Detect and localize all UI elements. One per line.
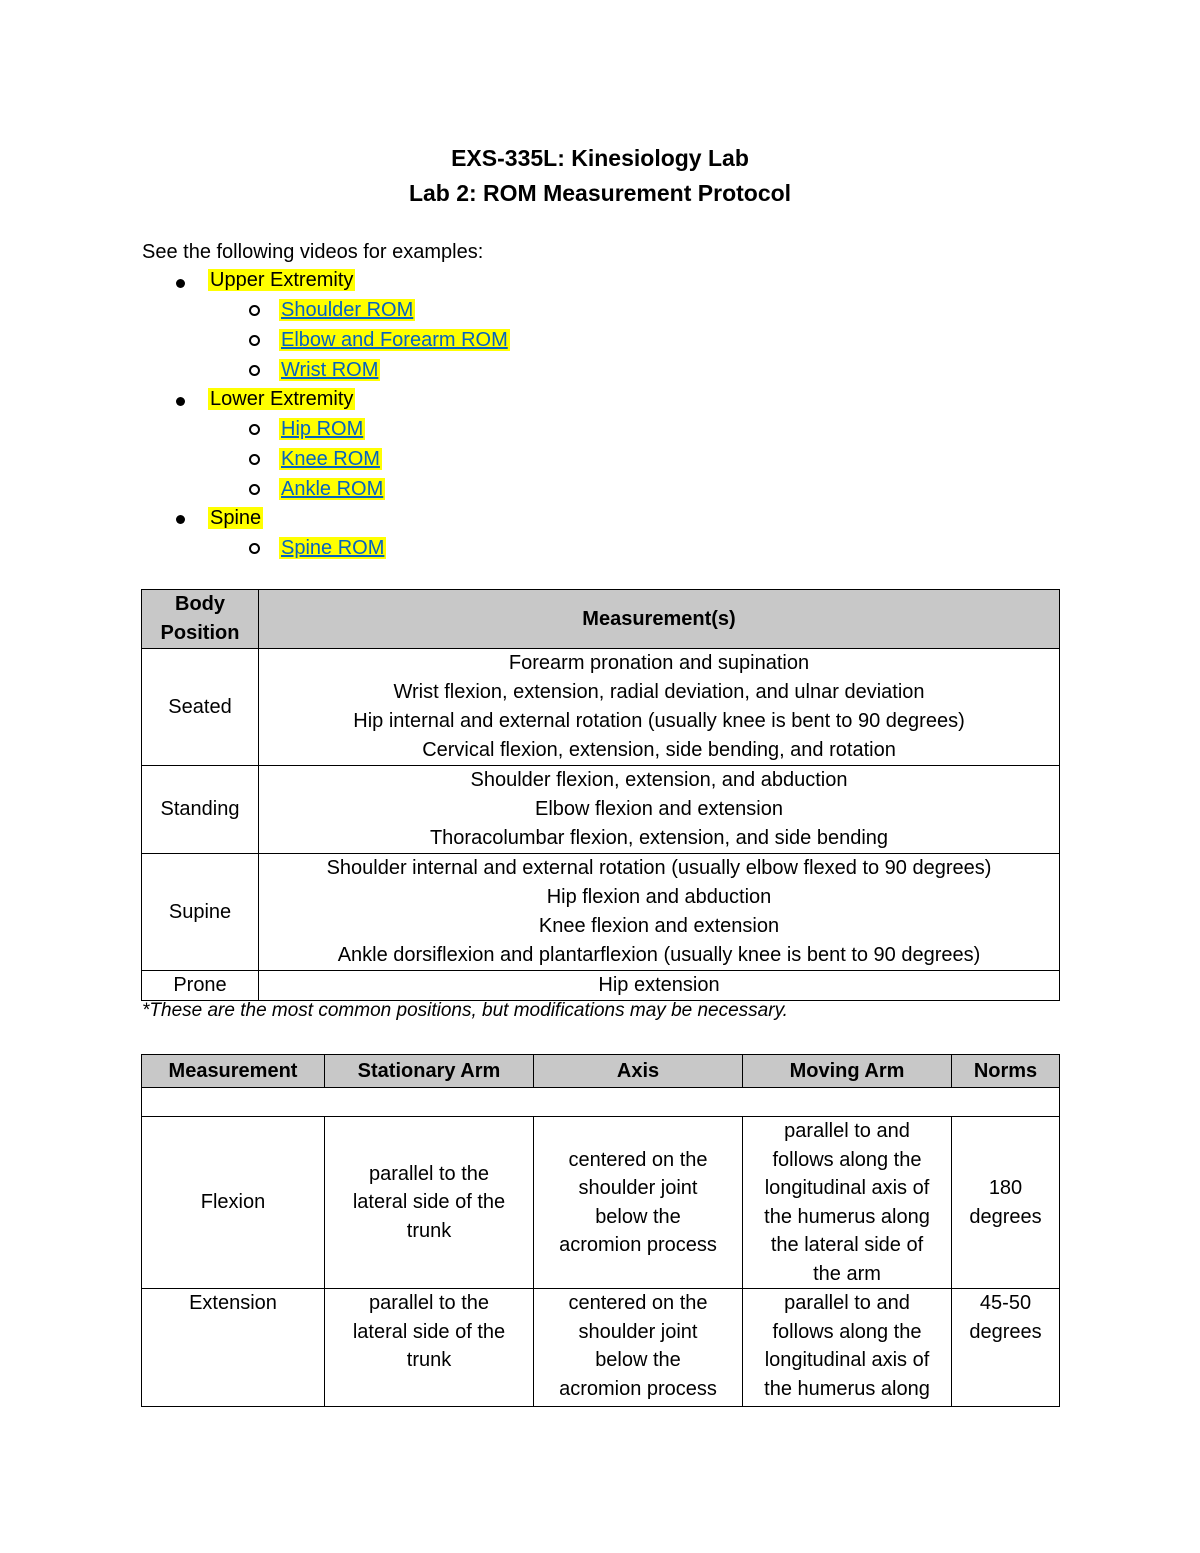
cell-line: parallel to and (784, 1120, 910, 1142)
cell-line: the lateral side of (770, 1234, 924, 1256)
measurement-line: Knee flexion and extension (538, 915, 780, 937)
position-cell: Seated (142, 649, 259, 766)
measurement-line: Wrist flexion, extension, radial deviation, and ulnar deviation (393, 681, 925, 703)
measurement-line: Ankle dorsiflexion and plantarflexion (usually knee is bent to 90 degrees) (337, 944, 981, 966)
cell-line: lateral side of the (352, 1320, 506, 1343)
category-upper: Upper Extremity (210, 269, 354, 291)
spacer-row (142, 1088, 1060, 1117)
measurement-line: Hip flexion and abduction (546, 886, 772, 908)
list-item (208, 504, 263, 532)
cell-line: acromion process (559, 1234, 717, 1256)
list-item (208, 266, 355, 294)
moving-arm-cell (743, 1289, 952, 1407)
bullet-icon (176, 515, 185, 524)
rom-table (141, 1054, 1060, 1407)
measurement-line: Shoulder flexion, extension, and abduction (470, 769, 848, 791)
axis-cell (534, 1289, 743, 1407)
measurement-line: Forearm pronation and supination (508, 652, 810, 674)
header-axis: Axis (534, 1055, 743, 1088)
bullet-icon (176, 397, 185, 406)
position-cell: Supine (142, 854, 259, 971)
stationary-arm-cell (325, 1289, 534, 1407)
measurements-cell (259, 649, 1060, 766)
cell-line: trunk (406, 1349, 452, 1371)
cell-line: centered on the (568, 1148, 708, 1171)
link-elbow-forearm-rom[interactable]: Elbow and Forearm ROM (281, 329, 508, 351)
circle-bullet-icon (249, 543, 260, 554)
measurement-line: Cervical flexion, extension, side bending, and rotation (422, 739, 896, 761)
link-shoulder-rom[interactable]: Shoulder ROM (281, 299, 414, 321)
circle-bullet-icon (249, 454, 260, 465)
cell-line: 180 (988, 1177, 1023, 1199)
measurement-line: Shoulder internal and external rotation (usually elbow flexed to 90 degrees) (326, 857, 992, 879)
list-item (279, 296, 415, 324)
list-item (279, 415, 365, 443)
cell-line: degrees (969, 1320, 1042, 1343)
header-body-line: Body (175, 593, 225, 615)
cell-line: shoulder joint (578, 1177, 698, 1199)
measurements-cell (259, 854, 1060, 971)
list-item (279, 534, 386, 562)
lab-title: Lab 2: ROM Measurement Protocol (408, 180, 792, 206)
course-title: EXS-335L: Kinesiology Lab (451, 145, 749, 171)
cell-line: 45-50 (979, 1292, 1032, 1314)
link-ankle-rom[interactable]: Ankle ROM (281, 478, 384, 500)
measurement-cell: Flexion (142, 1117, 325, 1289)
cell-line: centered on the (568, 1292, 708, 1314)
cell-line: follows along the (772, 1148, 922, 1171)
cell-line: the arm (813, 1262, 881, 1285)
measurements-cell (259, 971, 1060, 1001)
link-hip-rom[interactable]: Hip ROM (281, 418, 364, 440)
cell-line: parallel to the (368, 1162, 490, 1185)
category-lower: Lower Extremity (210, 388, 354, 410)
empty-cell (142, 1088, 1060, 1117)
norms-cell (952, 1289, 1060, 1407)
list-item (279, 356, 380, 384)
norms-cell (952, 1117, 1060, 1289)
positions-note: *These are the most common positions, but modifications may be necessary. (142, 1000, 788, 1021)
axis-cell (534, 1117, 743, 1289)
table-row (142, 766, 1060, 854)
bullet-icon (176, 279, 185, 288)
measurements-cell (259, 766, 1060, 854)
moving-arm-cell (743, 1117, 952, 1289)
circle-bullet-icon (249, 305, 260, 316)
list-item (279, 326, 510, 354)
table-row (142, 854, 1060, 971)
list-item (208, 385, 355, 413)
link-knee-rom[interactable]: Knee ROM (281, 448, 380, 470)
cell-line: trunk (406, 1219, 452, 1242)
cell-line: the humerus along (764, 1377, 930, 1400)
link-spine-rom[interactable]: Spine ROM (281, 537, 385, 559)
category-spine: Spine (210, 507, 262, 529)
circle-bullet-icon (249, 335, 260, 346)
cell-line: shoulder joint (578, 1320, 698, 1343)
cell-line: the humerus along (764, 1205, 930, 1228)
measurement-line: Elbow flexion and extension (535, 798, 783, 820)
table-row (142, 1117, 1060, 1289)
cell-line: degrees (969, 1205, 1042, 1228)
cell-line: below the (595, 1205, 681, 1228)
header-body-position (142, 590, 259, 649)
link-wrist-rom[interactable]: Wrist ROM (281, 359, 379, 381)
cell-line: below the (595, 1349, 681, 1371)
header-position-line: Position (160, 622, 240, 644)
measurement-line: Hip extension (598, 974, 720, 996)
header-measurements: Measurement(s) (259, 590, 1060, 649)
header-stationary-arm: Stationary Arm (325, 1055, 534, 1088)
circle-bullet-icon (249, 424, 260, 435)
list-item (279, 475, 385, 503)
table-row (142, 971, 1060, 1001)
list-item (279, 445, 382, 473)
cell-line: follows along the (772, 1320, 922, 1343)
measurement-line: Hip internal and external rotation (usually knee is bent to 90 degrees) (353, 710, 965, 732)
position-cell: Prone (142, 971, 259, 1001)
cell-line: longitudinal axis of (764, 1349, 930, 1371)
header-measurement: Measurement (142, 1055, 325, 1088)
circle-bullet-icon (249, 365, 260, 376)
position-cell: Standing (142, 766, 259, 854)
stationary-arm-cell (325, 1117, 534, 1289)
measurement-line: Thoracolumbar flexion, extension, and side bending (429, 827, 889, 849)
circle-bullet-icon (249, 484, 260, 495)
measurement-cell: Extension (142, 1289, 325, 1407)
cell-line: lateral side of the (352, 1191, 506, 1214)
header-norms: Norms (952, 1055, 1060, 1088)
intro-text: See the following videos for examples: (142, 241, 484, 263)
cell-line: parallel to the (368, 1292, 490, 1314)
body-position-table (141, 589, 1060, 1001)
header-moving-arm: Moving Arm (743, 1055, 952, 1088)
cell-line: acromion process (559, 1377, 717, 1400)
cell-line: parallel to and (784, 1292, 910, 1314)
cell-line: longitudinal axis of (764, 1177, 930, 1199)
table-row (142, 649, 1060, 766)
table-row (142, 1289, 1060, 1407)
